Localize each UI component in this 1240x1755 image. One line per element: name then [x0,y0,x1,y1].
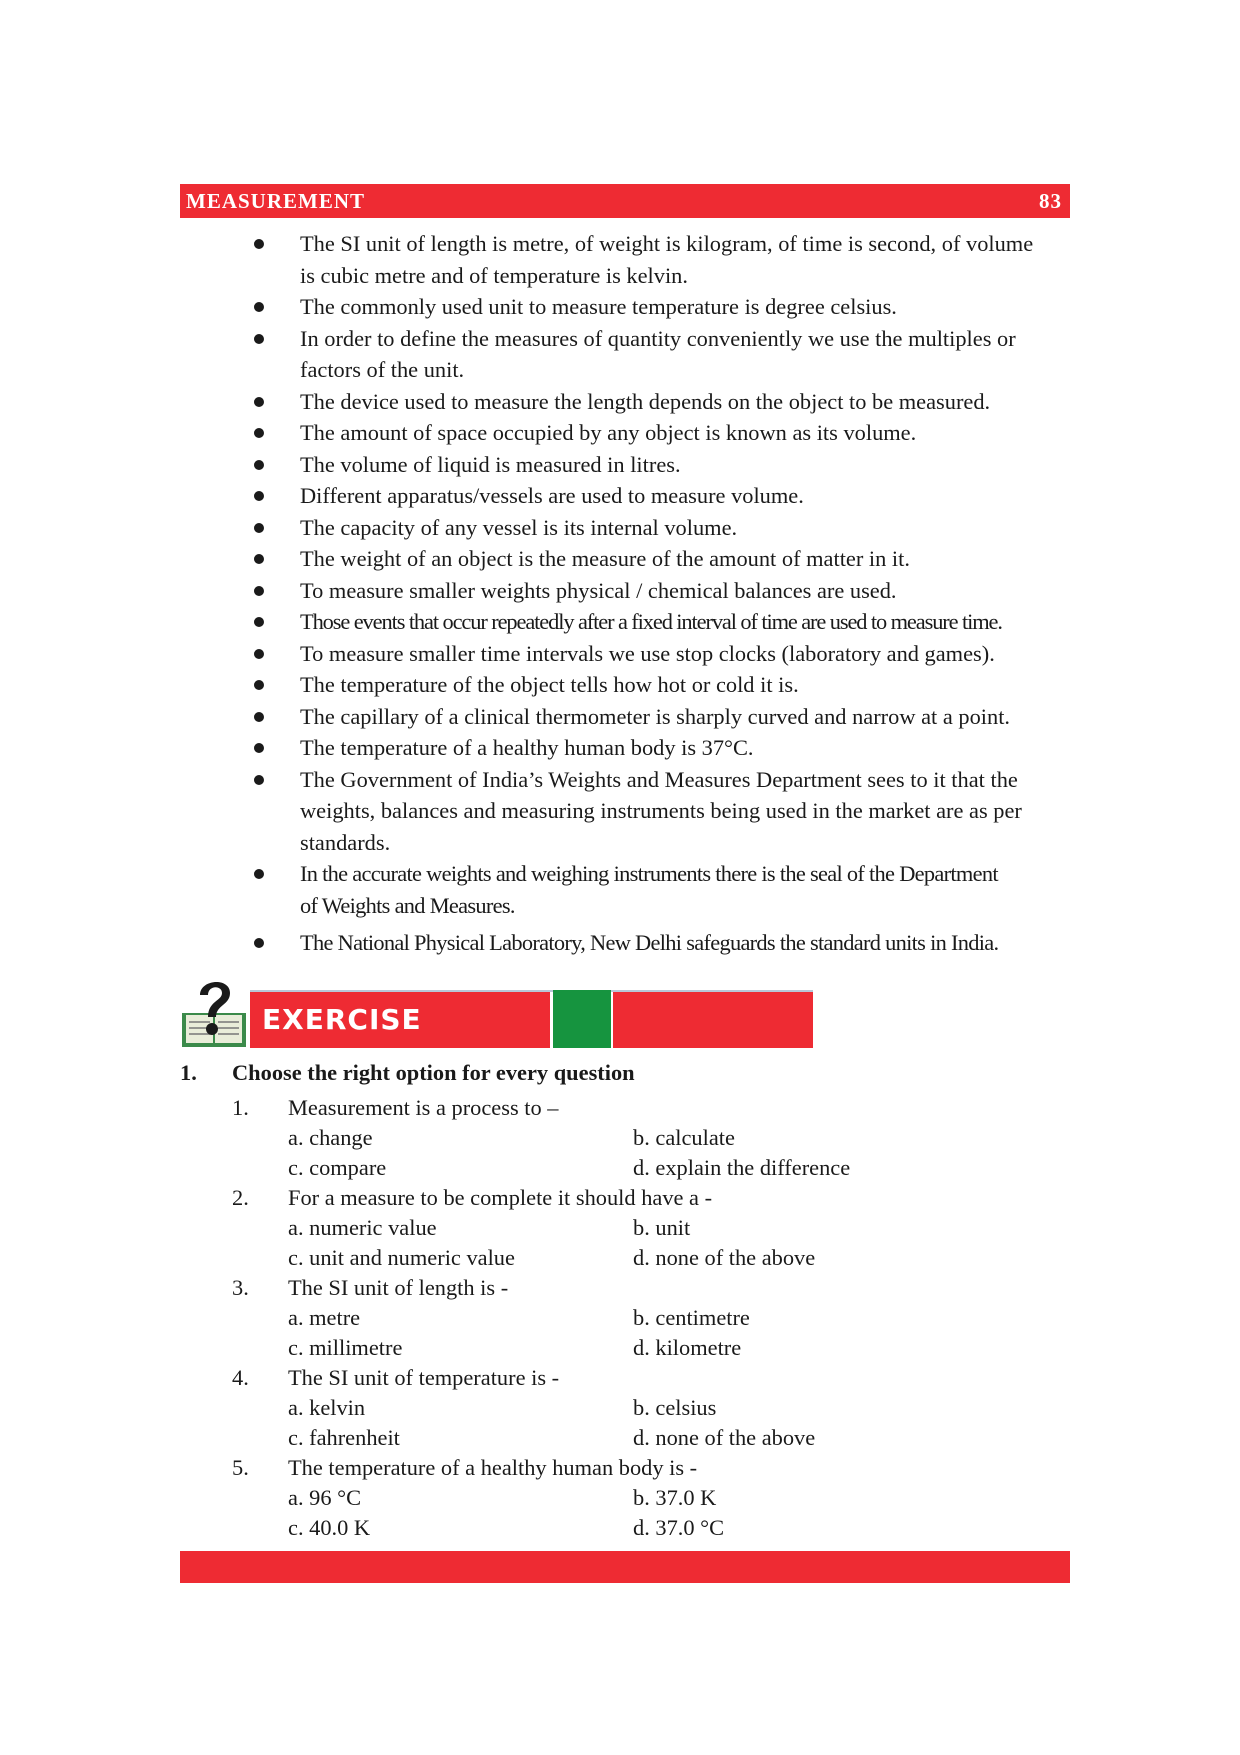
summary-point: The temperature of the object tells how hot or cold it is. [250,669,1080,701]
section-number: 1. [180,1060,197,1085]
summary-point: The SI unit of length is metre, of weight is kilogram, of time is second, of volume is cubic metre and of temperature is kelvin. [250,228,1080,291]
option-a: a. metre [288,1305,361,1330]
summary-point: To measure smaller time intervals we use stop clocks (laboratory and games). [250,638,1080,670]
question-item [232,1363,992,1453]
question-item [232,1183,992,1273]
section-title-text: Choose the right option for every question [232,1060,635,1085]
option-d: d. 37.0 °C [633,1515,725,1540]
page-header-bar [180,184,1070,218]
option-c: c. unit and numeric value [288,1245,515,1270]
option-c: c. 40.0 K [288,1515,371,1540]
question-item [232,1453,992,1543]
summary-point: The National Physical Laboratory, New Delhi safeguards the standard units in India. [250,927,1080,959]
option-b: b. unit [633,1215,691,1240]
option-d: d. none of the above [633,1425,816,1450]
question-text: The temperature of a healthy human body is - [288,1455,698,1480]
option-c: c. fahrenheit [288,1425,400,1450]
option-b: b. 37.0 K [633,1485,717,1510]
page-number: 83 [1039,188,1062,213]
page-footer-bar [180,1551,1070,1583]
summary-point: The volume of liquid is measured in litres. [250,449,1080,481]
question-text: The SI unit of temperature is - [288,1365,560,1390]
summary-point: In order to define the measures of quantity conveniently we use the multiples or factors of the unit. [250,323,1080,386]
option-a: a. 96 °C [288,1485,362,1510]
summary-point: The device used to measure the length depends on the object to be measured. [250,386,1080,418]
option-a: a. numeric value [288,1215,437,1240]
option-d: d. none of the above [633,1245,816,1270]
question-number: 1. [232,1095,249,1120]
exercise-section-title [180,1060,635,1086]
question-list [232,1093,992,1543]
question-text: Measurement is a process to – [288,1095,559,1120]
summary-point: The temperature of a healthy human body is 37°C. [250,732,1080,764]
summary-point: To measure smaller weights physical / chemical balances are used. [250,575,1080,607]
summary-point: The capillary of a clinical thermometer is sharply curved and narrow at a point. [250,701,1080,733]
exercise-banner [250,992,550,1048]
question-number: 5. [232,1455,249,1480]
banner-red-block [613,992,813,1048]
question-item [232,1273,992,1363]
option-b: b. centimetre [633,1305,750,1330]
banner-green-block [553,990,611,1048]
chapter-title: MEASUREMENT [186,188,366,213]
question-number: 2. [232,1185,249,1210]
question-item [232,1093,992,1183]
summary-point: The capacity of any vessel is its internal volume. [250,512,1080,544]
question-number: 3. [232,1275,249,1300]
exercise-heading: EXERCISE [262,1003,422,1036]
summary-point: Different apparatus/vessels are used to measure volume. [250,480,1080,512]
question-text: The SI unit of length is - [288,1275,509,1300]
option-d: d. kilometre [633,1335,742,1360]
summary-point: Those events that occur repeatedly after a fixed interval of time are used to measure time. [250,606,1080,638]
option-a: a. change [288,1125,373,1150]
option-d: d. explain the difference [633,1155,851,1180]
option-c: c. compare [288,1155,387,1180]
question-number: 4. [232,1365,249,1390]
summary-list [250,228,1080,959]
summary-point: The Government of India’s Weights and Measures Department sees to it that the weights, balances and measuring instruments being used in the market are as per standards. [250,764,1080,859]
option-b: b. calculate [633,1125,735,1150]
option-c: c. millimetre [288,1335,403,1360]
option-a: a. kelvin [288,1395,366,1420]
summary-point: In the accurate weights and weighing instruments there is the seal of the Department of Weights and Measures. [250,858,1080,921]
question-text: For a measure to be complete it should have a - [288,1185,713,1210]
option-b: b. celsius [633,1395,717,1420]
question-book-icon [180,975,248,1050]
summary-point: The amount of space occupied by any object is known as its volume. [250,417,1080,449]
summary-point: The commonly used unit to measure temperature is degree celsius. [250,291,1080,323]
summary-point: The weight of an object is the measure of the amount of matter in it. [250,543,1080,575]
